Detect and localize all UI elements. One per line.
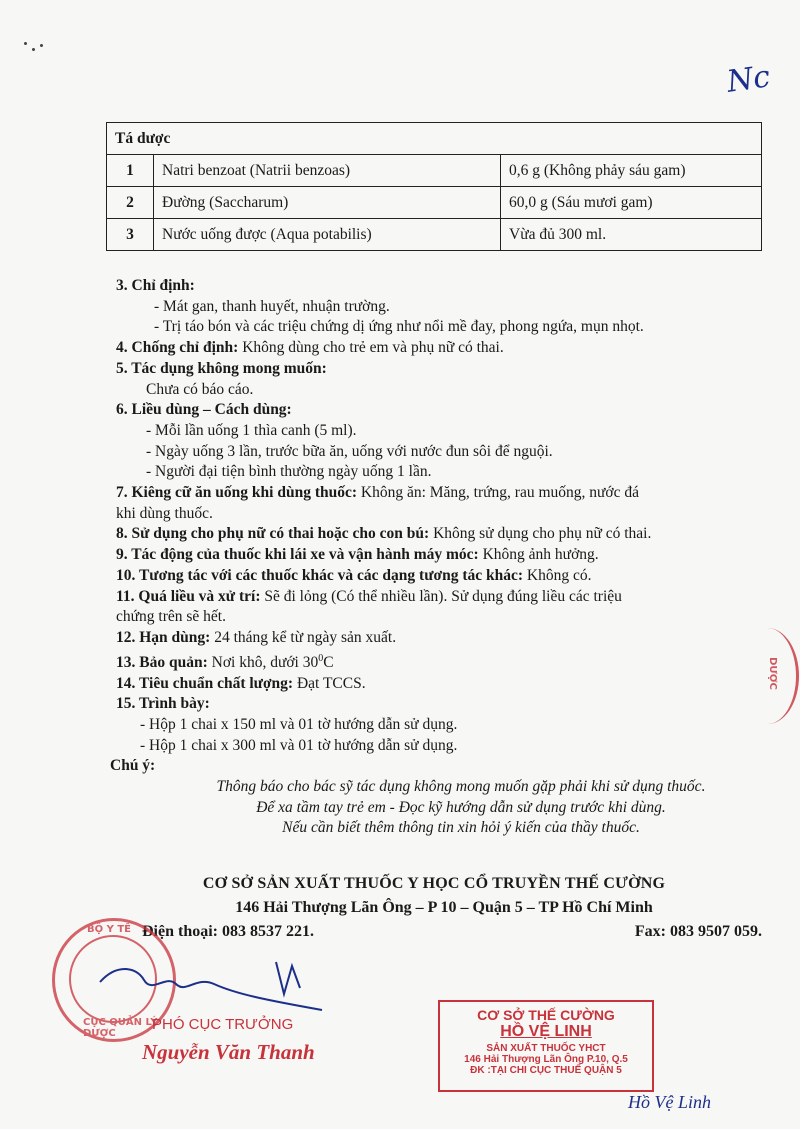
company-rect-stamp <box>438 1000 654 1092</box>
temperature-unit: C <box>323 653 334 671</box>
section-title: 15. Trình bày: <box>116 695 210 713</box>
note-title <box>110 756 756 777</box>
company-block <box>106 872 762 944</box>
note-title-text: Chú ý: <box>110 757 156 775</box>
table-row <box>107 219 762 251</box>
deputy-name: Nguyễn Văn Thanh <box>142 1040 315 1064</box>
stamp-line: 146 Hải Thượng Lãn Ông P.10, Q.5 <box>464 1054 628 1065</box>
side-partial-stamp <box>736 628 799 724</box>
table-row <box>107 187 762 219</box>
section-expiry <box>116 628 756 649</box>
corner-initials: Nc <box>724 59 773 100</box>
section-title: 11. Quá liều và xử trí: <box>116 587 261 605</box>
list-item: - Ngày uống 3 lần, trước bữa ăn, uống với nước đun sôi để nguội. <box>146 442 553 460</box>
row-number: 1 <box>107 155 154 187</box>
stamp-line: HỒ VỆ LINH <box>500 1023 592 1040</box>
note-line: Để xa tầm tay trẻ em - Đọc kỹ hướng dẫn sử dụng trước khi dùng. <box>256 798 666 816</box>
section-text: Nơi khô, dưới 30 <box>211 653 319 671</box>
section-text: chứng trên sẽ hết. <box>116 608 226 626</box>
note-line: Nếu cần biết thêm thông tin xin hỏi ý kiến của thầy thuốc. <box>282 819 640 837</box>
degree-superscript: 0 <box>318 652 324 664</box>
section-title: 8. Sử dụng cho phụ nữ có thai hoặc cho con bú: <box>116 525 430 543</box>
ingredient-amount: 60,0 g (Sáu mươi gam) <box>501 187 762 219</box>
ingredient-name: Đường (Saccharum) <box>154 187 501 219</box>
stamp-text-bottom: CỤC QUẢN LÝ DƯỢC <box>83 1017 158 1039</box>
table-header-row <box>107 123 762 155</box>
section-interactions <box>116 566 756 587</box>
section-title: 13. Bảo quản: <box>116 653 208 671</box>
section-text: Không ảnh hưởng. <box>482 546 599 564</box>
section-title: 6. Liều dùng – Cách dùng: <box>116 401 292 419</box>
ingredient-name: Natri benzoat (Natrii benzoas) <box>154 155 501 187</box>
company-fax: Fax: 083 9507 059. <box>634 923 762 940</box>
section-quality-standard <box>116 674 756 695</box>
list-item: - Người đại tiện bình thường ngày uống 1 lần. <box>146 463 432 481</box>
section-title: 10. Tương tác với các thuốc khác và các dạng tương tác khác: <box>116 566 524 584</box>
section-title: 4. Chống chỉ định: <box>116 339 239 357</box>
list-item: - Mát gan, thanh huyết, nhuận trường. <box>154 297 390 315</box>
company-contacts <box>106 920 762 944</box>
section-text: Chưa có báo cáo. <box>146 380 254 398</box>
ingredient-amount: 0,6 g (Không phảy sáu gam) <box>501 155 762 187</box>
list-item: - Mỗi lần uống 1 thìa canh (5 ml). <box>146 421 357 439</box>
list-item: - Hộp 1 chai x 300 ml và 01 tờ hướng dẫn sử dụng. <box>140 736 458 754</box>
company-address: 146 Hải Thượng Lãn Ông – P 10 – Quận 5 – TP Hồ Chí Minh <box>235 899 653 916</box>
section-overdose <box>116 587 756 608</box>
section-title: 3. Chỉ định: <box>116 277 195 294</box>
company-name: CƠ SỞ SẢN XUẤT THUỐC Y HỌC CỔ TRUYỀN THẾ CƯỜNG <box>202 875 666 892</box>
section-text: Không dùng cho trẻ em và phụ nữ có thai. <box>242 339 504 357</box>
stamp-line: ĐK :TẠI CHI CỤC THUẾ QUẬN 5 <box>470 1065 622 1076</box>
owner-signature: Hồ Vệ Linh <box>628 1092 711 1112</box>
leaflet-body <box>110 276 756 839</box>
section-text: Không sử dụng cho phụ nữ có thai. <box>433 525 652 543</box>
section-title: 12. Hạn dùng: <box>116 628 211 646</box>
section-title: 5. Tác dụng không mong muốn: <box>116 359 327 377</box>
section-title: 9. Tác động của thuốc khi lái xe và vận hành máy móc: <box>116 546 479 564</box>
section-packaging <box>116 694 756 715</box>
section-title: 14. Tiêu chuẩn chất lượng: <box>116 674 294 692</box>
excipients-table <box>106 122 762 251</box>
table-row <box>107 155 762 187</box>
section-pregnancy <box>116 524 756 545</box>
section-indications <box>116 276 756 297</box>
section-side-effects <box>116 359 756 380</box>
row-number: 3 <box>107 219 154 251</box>
section-text: khi dùng thuốc. <box>116 504 213 522</box>
deputy-title: PHÓ CỤC TRƯỞNG <box>152 1016 294 1033</box>
stamp-text-top: BỘ Y TẾ <box>87 924 131 935</box>
ingredient-amount: Vừa đủ 300 ml. <box>501 219 762 251</box>
section-text: Không có. <box>526 566 592 584</box>
note-line: Thông báo cho bác sỹ tác dụng không mong muốn gặp phải khi sử dụng thuốc. <box>216 778 706 796</box>
ingredient-name: Nước uống được (Aqua potabilis) <box>154 219 501 251</box>
scan-speckles <box>22 38 52 58</box>
deputy-signature-icon <box>96 954 326 1014</box>
stamp-line: CƠ SỞ THẾ CƯỜNG <box>477 1007 615 1023</box>
section-text: 24 tháng kể từ ngày sản xuất. <box>214 628 397 646</box>
section-driving <box>116 545 756 566</box>
row-number: 2 <box>107 187 154 219</box>
list-item: - Trị táo bón và các triệu chứng dị ứng như nổi mề đay, phong ngứa, mụn nhọt. <box>154 318 644 336</box>
excipients-header: Tá dược <box>107 123 762 155</box>
section-title: 7. Kiêng cữ ăn uống khi dùng thuốc: <box>116 484 358 502</box>
list-item: - Hộp 1 chai x 150 ml và 01 tờ hướng dẫn sử dụng. <box>140 715 458 733</box>
company-phone: Điện thoại: 083 8537 221. <box>142 923 314 940</box>
section-diet <box>116 483 756 504</box>
section-storage <box>116 649 756 674</box>
section-text: Không ăn: Măng, trứng, rau muống, nước đá <box>360 484 640 502</box>
section-dosage <box>116 400 756 421</box>
side-stamp-text: DƯỢC <box>766 657 778 690</box>
stamp-line: SẢN XUẤT THUỐC YHCT <box>486 1043 606 1054</box>
section-contraindications <box>116 338 756 359</box>
section-text: Đạt TCCS. <box>296 674 366 692</box>
section-text: Sẽ đi lỏng (Có thể nhiều lần). Sử dụng đúng liều các triệu <box>264 587 622 605</box>
